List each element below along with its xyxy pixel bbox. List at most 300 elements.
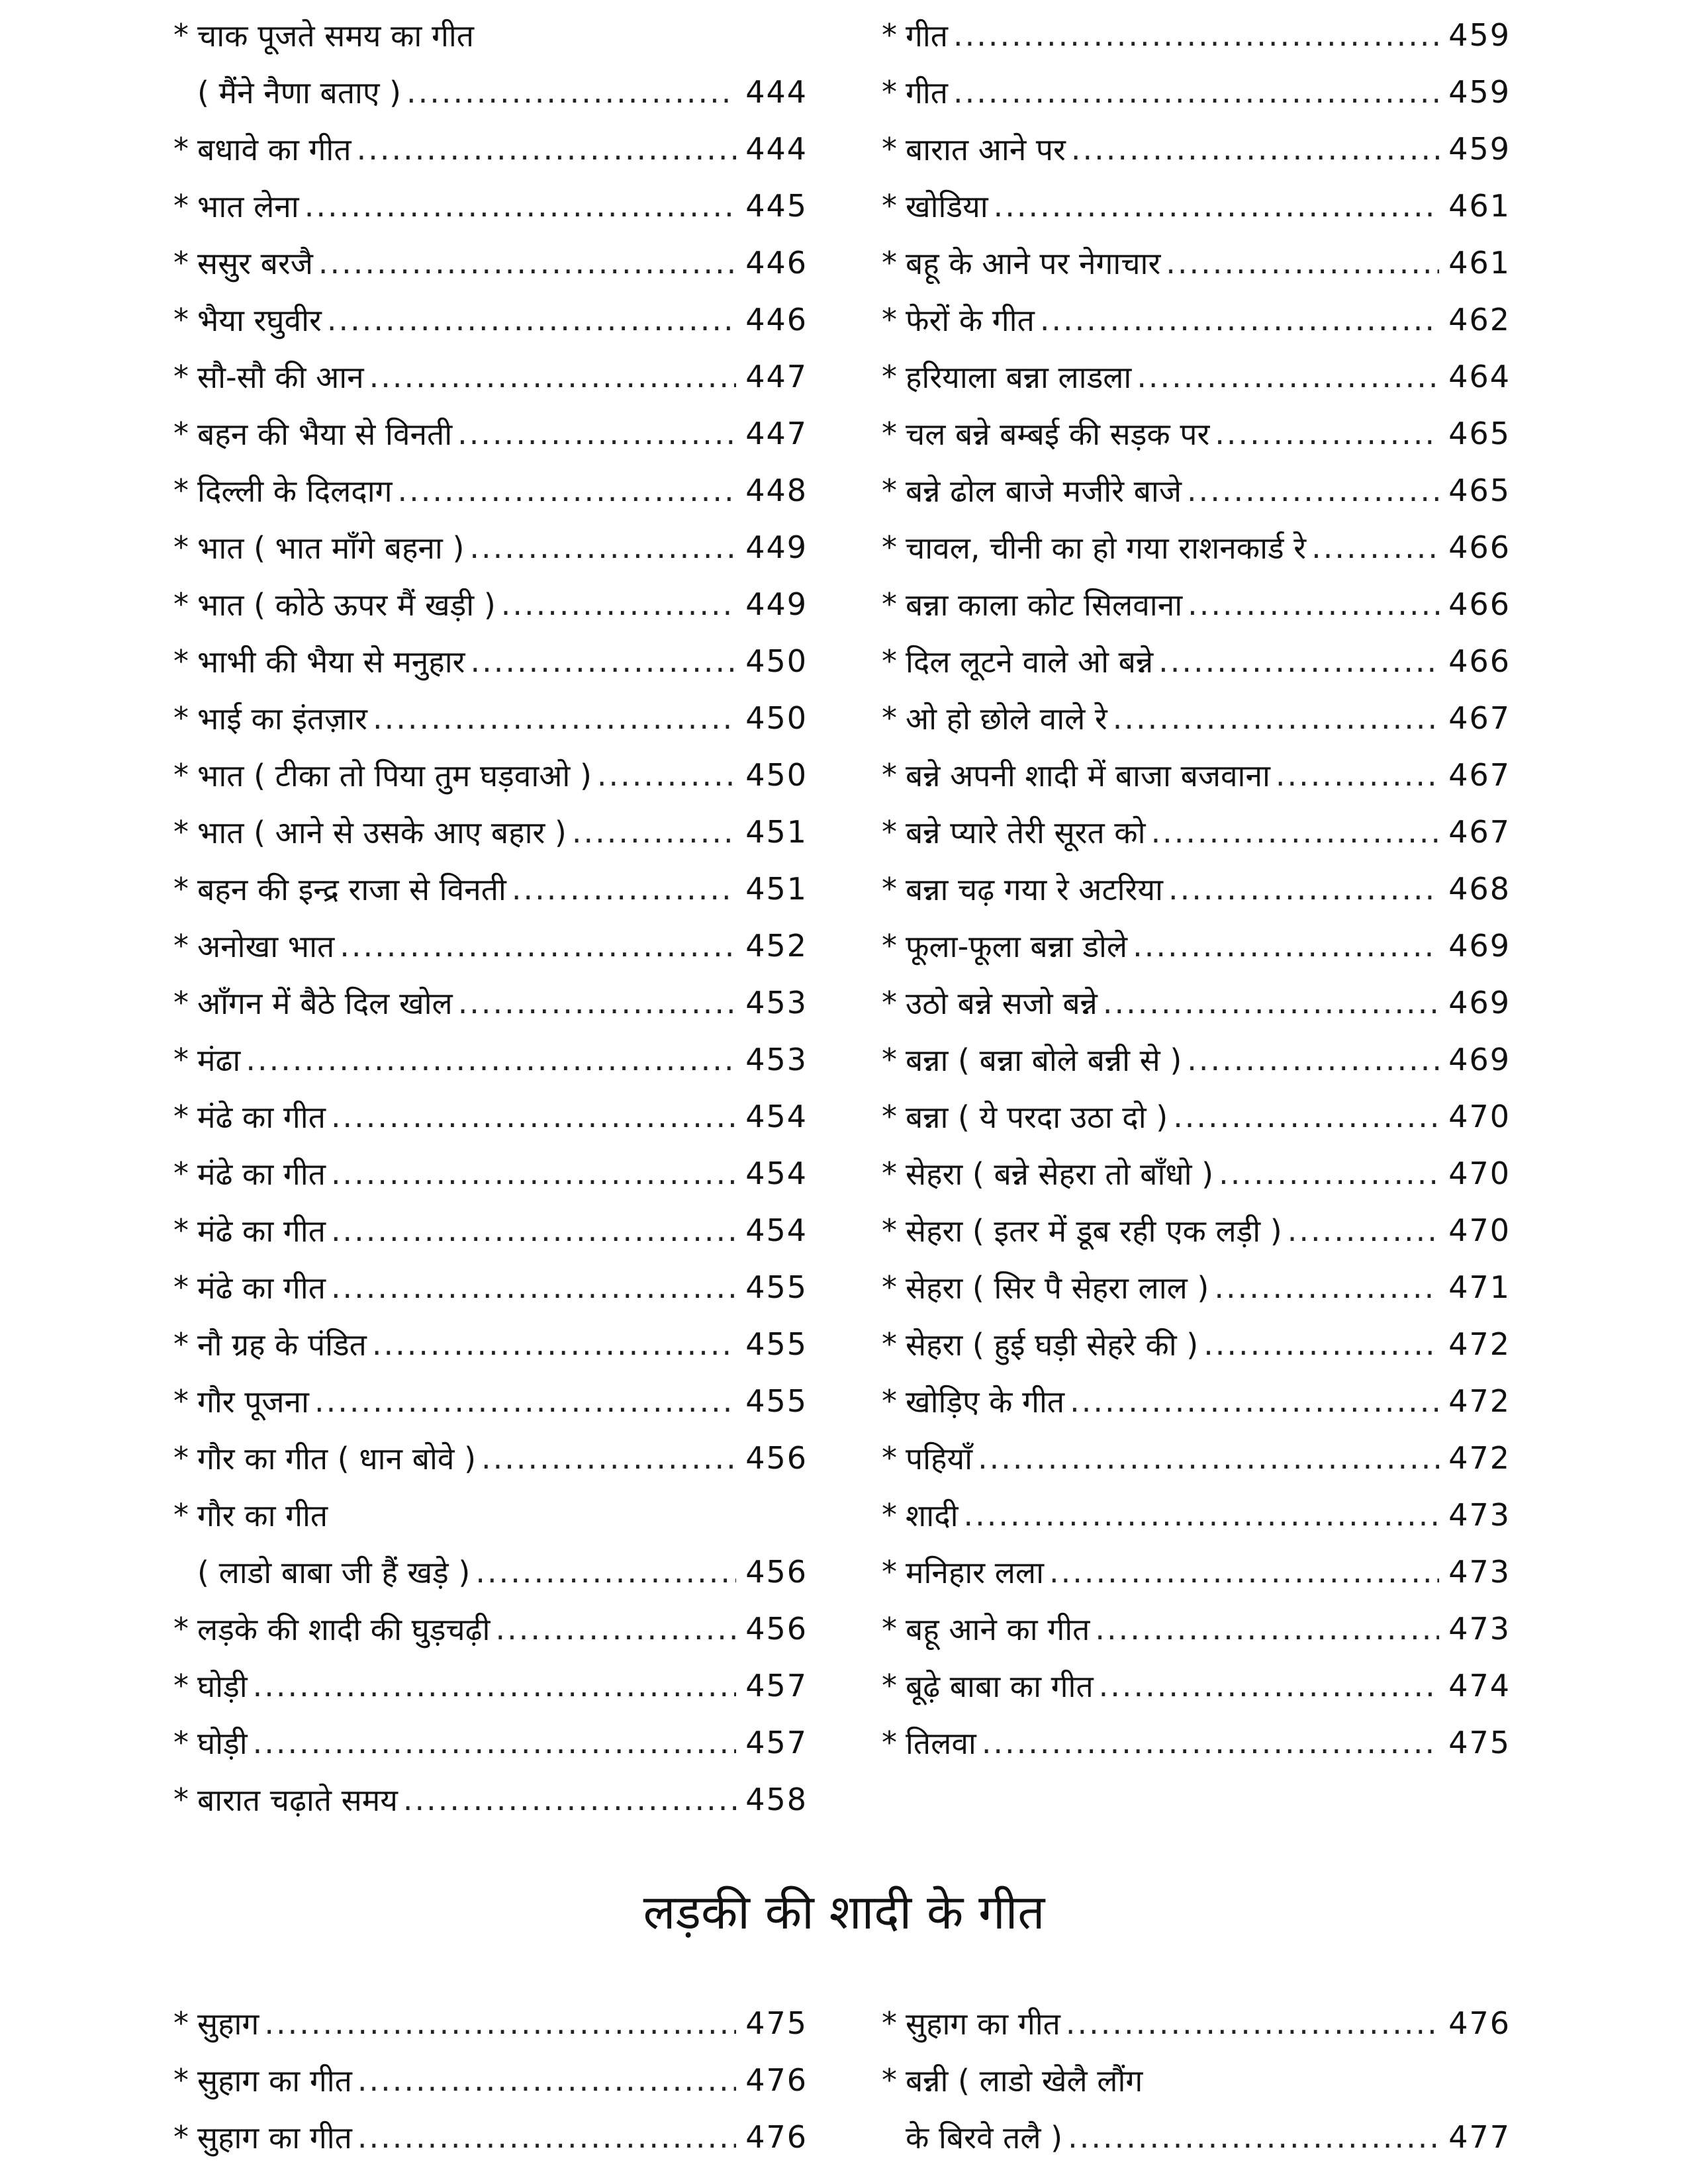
page-number: 473	[1448, 1611, 1511, 1647]
dot-leader	[953, 74, 1439, 110]
dot-leader	[331, 1212, 736, 1248]
dot-leader	[964, 1497, 1439, 1533]
entry-line	[173, 1600, 808, 1657]
entry-line	[173, 177, 808, 234]
entry-title: बधावे का गीत	[197, 132, 352, 167]
index-entry	[173, 1600, 808, 1657]
entry-title: भाभी की भैया से मनुहार	[197, 644, 465, 680]
dot-leader	[246, 1042, 736, 1077]
index-entry	[882, 974, 1511, 1031]
entry-line	[882, 405, 1511, 462]
bullet-marker: *	[173, 1326, 189, 1362]
page-number: 474	[1448, 1668, 1511, 1704]
bullet-marker: *	[882, 1440, 897, 1476]
page-number: 473	[1448, 1554, 1511, 1590]
page-number: 456	[745, 1554, 808, 1590]
page-number: 456	[745, 1440, 808, 1476]
index-entry	[882, 633, 1511, 690]
bullet-marker: *	[173, 1497, 189, 1533]
entry-line	[882, 64, 1511, 120]
index-entry	[173, 1202, 808, 1259]
bullet-marker: *	[173, 1725, 189, 1760]
page-number: 454	[745, 1156, 808, 1191]
dot-leader	[406, 74, 736, 110]
page-number: 450	[745, 700, 808, 736]
bullet-marker: *	[882, 586, 897, 622]
entry-title: ( लाडो बाबा जी हैं खड़े )	[197, 1555, 471, 1590]
entry-line	[173, 1259, 808, 1316]
page-number: 453	[745, 1042, 808, 1077]
bullet-marker: *	[882, 1042, 897, 1077]
entry-line	[173, 405, 808, 462]
entry-title: चाक पूजते समय का गीत	[197, 18, 474, 54]
dot-leader	[572, 814, 736, 850]
entry-line	[173, 291, 808, 348]
page-number: 476	[1448, 2005, 1511, 2041]
bullet-marker: *	[882, 2062, 897, 2098]
entry-title: सेहरा ( इतर में डूब रही एक लड़ी )	[906, 1213, 1282, 1249]
entry-line	[173, 7, 808, 64]
dot-leader	[1049, 1554, 1439, 1590]
bullet-marker: *	[173, 188, 189, 224]
page-number: 452	[745, 928, 808, 964]
entry-title: बन्ने प्यारे तेरी सूरत को	[906, 815, 1146, 850]
entry-title: मनिहार लला	[906, 1555, 1045, 1590]
index-entry	[173, 747, 808, 803]
page-number: 465	[1448, 473, 1511, 508]
bullet-marker: *	[882, 529, 897, 565]
entry-line	[173, 690, 808, 747]
bullet-marker: *	[882, 188, 897, 224]
entry-title: फेरों के गीत	[906, 302, 1035, 338]
dot-leader	[1166, 245, 1439, 281]
entry-title: घोड़ी	[197, 1668, 248, 1704]
entry-title: मंढे का गीत	[197, 1156, 326, 1192]
entry-line	[882, 576, 1511, 633]
entry-line	[882, 1657, 1511, 1714]
dot-leader	[1071, 131, 1439, 167]
page-number: 464	[1448, 359, 1511, 394]
entry-line	[173, 1145, 808, 1202]
index-entry	[882, 1031, 1511, 1088]
entry-line	[882, 2109, 1511, 2165]
entry-line	[173, 633, 808, 690]
index-entry	[173, 2052, 808, 2109]
dot-leader	[1103, 985, 1439, 1021]
entry-title: बन्ने अपनी शादी में बाजा बजवाना	[906, 758, 1270, 794]
bullet-marker: *	[882, 1725, 897, 1760]
entry-title: बन्ना ( बन्ना बोले बन्नी से )	[906, 1042, 1182, 1078]
entry-line	[882, 1995, 1511, 2052]
index-entry	[882, 1316, 1511, 1373]
entry-title: बन्ने ढोल बाजे मजीरे बाजे	[906, 473, 1182, 509]
bullet-marker: *	[882, 700, 897, 736]
index-entry	[173, 690, 808, 747]
entry-line	[882, 690, 1511, 747]
entry-line	[173, 64, 808, 120]
index-entry	[173, 1373, 808, 1430]
entry-title: भैया रघुवीर	[197, 302, 322, 338]
dot-leader	[1173, 1099, 1439, 1134]
bullet-marker: *	[882, 814, 897, 850]
dot-leader	[475, 1554, 736, 1590]
index-entry	[173, 519, 808, 576]
dot-leader	[1137, 359, 1439, 394]
bullet-marker: *	[173, 1212, 189, 1248]
page-number: 475	[745, 2005, 808, 2041]
dot-leader	[469, 529, 736, 565]
bullet-marker: *	[173, 1668, 189, 1704]
entry-line	[882, 348, 1511, 405]
entry-line	[882, 1259, 1511, 1316]
bullet-marker: *	[173, 1782, 189, 1817]
index-entry	[173, 1486, 808, 1600]
index-entry	[173, 462, 808, 519]
page-number: 455	[745, 1326, 808, 1362]
page-number: 456	[745, 1611, 808, 1647]
entry-line	[882, 1316, 1511, 1373]
dot-leader	[314, 1383, 736, 1419]
entry-title: तिलवा	[906, 1725, 976, 1761]
entry-line	[882, 917, 1511, 974]
entry-title: बहू आने का गीत	[906, 1612, 1090, 1647]
entry-title: बन्ना काला कोट सिलवाना	[906, 587, 1183, 623]
page-number: 461	[1448, 245, 1511, 281]
entry-line	[882, 974, 1511, 1031]
entry-title: सुहाग का गीत	[197, 2120, 352, 2156]
page-number: 449	[745, 529, 808, 565]
entry-line	[173, 2109, 808, 2165]
index-entry	[173, 2109, 808, 2165]
index-entry	[173, 234, 808, 291]
entry-title: गीत	[906, 75, 949, 111]
entry-line	[882, 860, 1511, 917]
dot-leader	[994, 188, 1439, 224]
dot-leader	[357, 131, 736, 167]
index-entry	[882, 1600, 1511, 1657]
page-number: 470	[1448, 1212, 1511, 1248]
index-entry	[882, 120, 1511, 177]
index-entry	[173, 1430, 808, 1486]
entry-title: लड़के की शादी की घुड़चढ़ी	[197, 1612, 491, 1647]
entry-title: सुहाग	[197, 2006, 259, 2042]
entry-title: सुहाग का गीत	[197, 2063, 352, 2099]
entry-line	[173, 234, 808, 291]
entry-title: भात ( भात माँगे बहना )	[197, 530, 465, 566]
index-entry	[173, 120, 808, 177]
entry-title: गीत	[906, 18, 949, 54]
bullet-marker: *	[882, 1611, 897, 1647]
page-number: 476	[745, 2062, 808, 2098]
entry-line	[882, 519, 1511, 576]
dot-leader	[1070, 1383, 1439, 1419]
index-entry	[882, 1259, 1511, 1316]
bullet-marker: *	[882, 74, 897, 110]
page-number: 469	[1448, 1042, 1511, 1077]
index-entry	[882, 1202, 1511, 1259]
dot-leader	[1095, 1611, 1439, 1647]
index-entry	[173, 1145, 808, 1202]
dot-leader	[1040, 302, 1439, 338]
index-entry	[882, 1995, 1511, 2052]
entry-title: गौर का गीत	[197, 1498, 328, 1533]
bullet-marker: *	[173, 1099, 189, 1134]
entry-title: भात ( आने से उसके आए बहार )	[197, 815, 567, 850]
entry-title: के बिरवे तलै )	[906, 2120, 1063, 2156]
bullet-marker: *	[882, 1383, 897, 1419]
index-entry	[173, 1995, 808, 2052]
dot-leader	[978, 1440, 1439, 1476]
page-number: 469	[1448, 928, 1511, 964]
dot-leader	[512, 871, 736, 907]
bullet-marker: *	[173, 586, 189, 622]
index-entry	[173, 348, 808, 405]
entry-title: बारात चढ़ाते समय	[197, 1782, 398, 1818]
index-entry	[882, 291, 1511, 348]
dot-leader	[1066, 2005, 1439, 2041]
bullet-marker: *	[173, 2005, 189, 2041]
page-number: 473	[1448, 1497, 1511, 1533]
bullet-marker: *	[882, 17, 897, 53]
bullet-marker: *	[882, 302, 897, 338]
bullet-marker: *	[882, 757, 897, 793]
entry-line	[173, 2052, 808, 2109]
bullet-marker: *	[882, 131, 897, 167]
entry-line	[173, 1486, 808, 1543]
page-number: 447	[745, 416, 808, 451]
dot-leader	[1203, 1326, 1439, 1362]
entry-line	[173, 1088, 808, 1145]
bullet-marker: *	[173, 1611, 189, 1647]
entry-title: बन्ना चढ़ गया रे अटरिया	[906, 872, 1163, 907]
dot-leader	[470, 643, 736, 679]
bullet-marker: *	[173, 985, 189, 1021]
bullet-marker: *	[173, 757, 189, 793]
entry-title: पहियाँ	[906, 1441, 973, 1477]
entry-title: चावल, चीनी का हो गया राशनकार्ड रे	[906, 530, 1307, 566]
entry-title: बहन की इन्द्र राजा से विनती	[197, 872, 506, 907]
bullet-marker: *	[882, 643, 897, 679]
entry-title: सौ-सौ की आन	[197, 359, 364, 395]
bullet-marker: *	[882, 1554, 897, 1590]
entry-title: खोडिया	[906, 189, 988, 224]
page-number: 461	[1448, 188, 1511, 224]
entry-line	[173, 747, 808, 803]
page-number: 455	[745, 1269, 808, 1305]
entry-title: ससुर बरजै	[197, 246, 313, 281]
page-number: 449	[745, 586, 808, 622]
index-entry	[173, 860, 808, 917]
entry-title: घोड़ी	[197, 1725, 248, 1761]
bullet-marker: *	[882, 871, 897, 907]
entry-line	[882, 1031, 1511, 1088]
entry-title: दिल्ली के दिलदाग	[197, 473, 393, 509]
page-number: 451	[745, 871, 808, 907]
entry-line	[173, 1316, 808, 1373]
entry-line	[882, 1486, 1511, 1543]
bullet-marker: *	[173, 928, 189, 964]
page-number: 453	[745, 985, 808, 1021]
dot-leader	[495, 1611, 736, 1647]
bullet-marker: *	[882, 359, 897, 394]
dot-leader	[253, 1725, 736, 1760]
entry-title: ( मैंने नैणा बताए )	[197, 75, 401, 111]
entry-line	[882, 120, 1511, 177]
dot-leader	[457, 416, 736, 451]
index-entry	[173, 7, 808, 120]
page-number: 465	[1448, 416, 1511, 451]
dot-leader	[1288, 1212, 1439, 1248]
entry-title: चल बन्ने बम्बई की सड़क पर	[906, 416, 1210, 452]
entry-line	[882, 7, 1511, 64]
entry-line	[882, 633, 1511, 690]
index-entry	[882, 1373, 1511, 1430]
index-entry	[173, 1088, 808, 1145]
dot-leader	[982, 1725, 1439, 1760]
entry-line	[173, 1657, 808, 1714]
index-column-right	[882, 7, 1511, 1771]
section-column-left	[173, 1995, 808, 2165]
page-number: 451	[745, 814, 808, 850]
bullet-marker: *	[173, 871, 189, 907]
entry-title: गौर पूजना	[197, 1384, 309, 1420]
entry-line	[882, 1430, 1511, 1486]
entry-title: भात ( कोठे ऊपर मैं खड़ी )	[197, 587, 496, 623]
page-number: 472	[1448, 1440, 1511, 1476]
dot-leader	[327, 302, 736, 338]
index-entry	[882, 234, 1511, 291]
entry-line	[173, 1771, 808, 1828]
entry-line	[173, 1995, 808, 2052]
section-column-right	[882, 1995, 1511, 2165]
page-number: 454	[745, 1212, 808, 1248]
index-entry	[173, 177, 808, 234]
bullet-marker: *	[173, 2062, 189, 2098]
page-number: 470	[1448, 1099, 1511, 1134]
bullet-marker: *	[173, 473, 189, 508]
dot-leader	[458, 985, 736, 1021]
entry-line	[882, 1543, 1511, 1600]
entry-line	[882, 747, 1511, 803]
page-number: 466	[1448, 529, 1511, 565]
entry-title: बन्नी ( लाडो खेलै लौंग	[906, 2063, 1143, 2099]
index-entry	[173, 405, 808, 462]
entry-title: उठो बन्ने सजो बन्ने	[906, 985, 1098, 1021]
index-entry	[882, 1145, 1511, 1202]
entry-title: अनोखा भात	[197, 929, 335, 964]
index-entry	[882, 1088, 1511, 1145]
entry-title: दिल लूटने वाले ओ बन्ने	[906, 644, 1154, 680]
page-number: 475	[1448, 1725, 1511, 1760]
dot-leader	[357, 2119, 736, 2155]
index-entry	[173, 1771, 808, 1828]
dot-leader	[481, 1440, 736, 1476]
index-entry	[882, 462, 1511, 519]
bullet-marker: *	[173, 1440, 189, 1476]
dot-leader	[1219, 1156, 1439, 1191]
dot-leader	[264, 2005, 736, 2041]
dot-leader	[340, 928, 736, 964]
page-number: 455	[745, 1383, 808, 1419]
bullet-marker: *	[173, 131, 189, 167]
index-entry	[173, 1714, 808, 1771]
dot-leader	[1276, 757, 1439, 793]
index-entry	[882, 348, 1511, 405]
dot-leader	[501, 586, 736, 622]
entry-line	[882, 1373, 1511, 1430]
entry-line	[173, 974, 808, 1031]
index-entry	[882, 1430, 1511, 1486]
dot-leader	[1133, 928, 1439, 964]
entry-title: खोड़िए के गीत	[906, 1384, 1065, 1420]
index-entry	[173, 974, 808, 1031]
page-number: 477	[1448, 2119, 1511, 2155]
entry-title: भात लेना	[197, 189, 299, 224]
bullet-marker: *	[882, 1497, 897, 1533]
entry-title: भाई का इंतज़ार	[197, 701, 367, 737]
dot-leader	[318, 245, 736, 281]
index-entry	[882, 405, 1511, 462]
bullet-marker: *	[173, 1156, 189, 1191]
bullet-marker: *	[882, 1156, 897, 1191]
entry-line	[882, 1202, 1511, 1259]
dot-leader	[253, 1668, 736, 1704]
entry-title: मंढा	[197, 1042, 241, 1078]
bullet-marker: *	[173, 2119, 189, 2155]
entry-title: मंढे का गीत	[197, 1270, 326, 1306]
page-number: 445	[745, 188, 808, 224]
entry-title: मंढे का गीत	[197, 1213, 326, 1249]
dot-leader	[373, 700, 736, 736]
page-number: 448	[745, 473, 808, 508]
index-entry	[882, 747, 1511, 803]
entry-line	[173, 917, 808, 974]
entry-line	[173, 1714, 808, 1771]
page-number: 446	[745, 302, 808, 338]
bullet-marker: *	[173, 1042, 189, 1077]
page-number: 454	[745, 1099, 808, 1134]
entry-line	[173, 348, 808, 405]
entry-line	[173, 519, 808, 576]
page-number: 459	[1448, 74, 1511, 110]
dot-leader	[597, 757, 736, 793]
dot-leader	[1168, 871, 1439, 907]
bullet-marker: *	[173, 302, 189, 338]
dot-leader	[1311, 529, 1439, 565]
entry-title: ओ हो छोले वाले रे	[906, 701, 1107, 737]
page-number: 457	[745, 1668, 808, 1704]
page-number: 447	[745, 359, 808, 394]
entry-title: सेहरा ( बन्ने सेहरा तो बाँधो )	[906, 1156, 1214, 1192]
index-entry	[882, 690, 1511, 747]
page-number: 462	[1448, 302, 1511, 338]
entry-line	[173, 576, 808, 633]
entry-line	[882, 462, 1511, 519]
entry-line	[173, 1373, 808, 1430]
entry-line	[882, 2052, 1511, 2109]
entry-line	[173, 860, 808, 917]
index-entry	[173, 803, 808, 860]
index-entry	[173, 917, 808, 974]
bullet-marker: *	[173, 700, 189, 736]
dot-leader	[398, 473, 736, 508]
entry-line	[882, 1088, 1511, 1145]
index-entry	[173, 633, 808, 690]
entry-line	[173, 1202, 808, 1259]
entry-line	[882, 291, 1511, 348]
entry-line	[173, 120, 808, 177]
entry-line	[173, 1543, 808, 1600]
